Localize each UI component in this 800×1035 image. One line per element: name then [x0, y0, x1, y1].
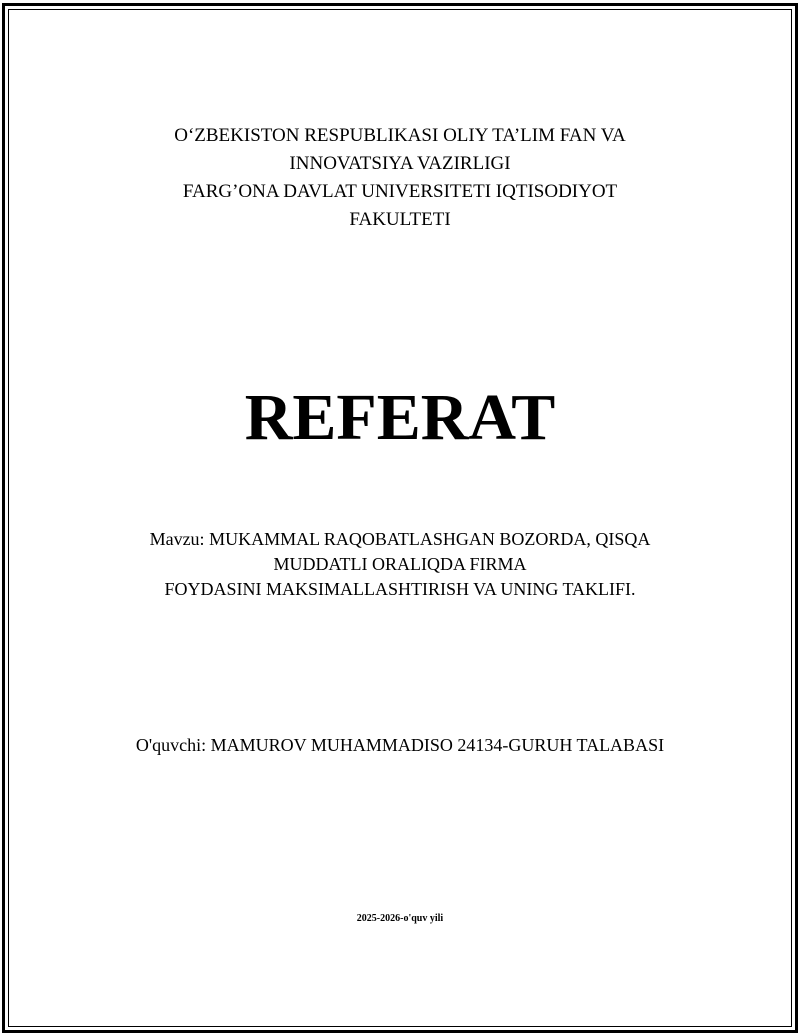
header-line-3: FARG’ONA DAVLAT UNIVERSITETI IQTISODIYOT — [182, 181, 618, 202]
topic-line-1: Mavzu: MUKAMMAL RAQOBATLASHGAN BOZORDA, QISQA — [149, 529, 651, 549]
document-title: REFERAT — [244, 381, 556, 454]
topic-line-3: FOYDASINI MAKSIMALLASHTIRISH VA UNING TAKLIFI. — [164, 579, 636, 599]
topic-line-2: MUDDATLI ORALIQDA FIRMA — [273, 554, 527, 574]
header-line-1: O‘ZBEKISTON RESPUBLIKASI OLIY TA’LIM FAN VA — [174, 125, 626, 146]
header-line-2: INNOVATSIYA VAZIRLIGI — [289, 153, 511, 174]
topic-block — [0, 527, 800, 602]
institution-header — [0, 122, 800, 234]
student-info: O'quvchi: MAMUROV MUHAMMADISO 24134-GURUH TALABASI — [135, 735, 665, 755]
header-line-4: FAKULTETI — [349, 209, 451, 230]
academic-year: 2025-2026-o'quv yili — [356, 913, 444, 924]
